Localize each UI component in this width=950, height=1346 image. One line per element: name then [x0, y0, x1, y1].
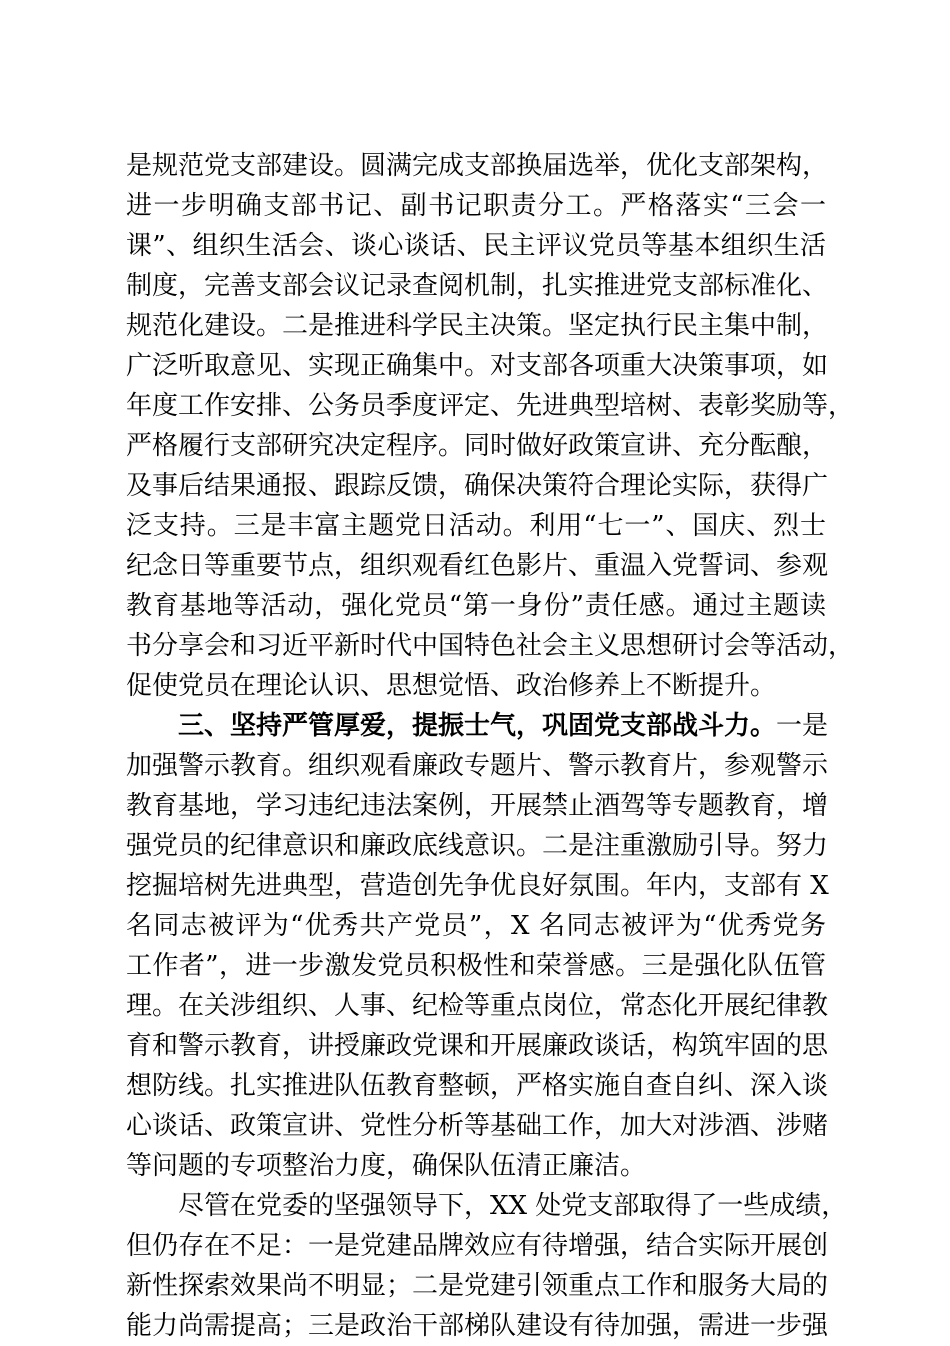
- paragraph-2: [126, 706, 829, 1186]
- text-line: 能力尚需提高；三是政治干部梯队建设有待加强，需进一步强: [126, 1311, 829, 1341]
- text-line: 名同志被评为“优秀共产党员”，X 名同志被评为“优秀党务: [126, 911, 826, 941]
- text-line: 书分享会和习近平新时代中国特色社会主义思想研讨会等活动，: [126, 631, 855, 661]
- text-line: 严格履行支部研究决定程序。同时做好政策宣讲、充分酝酿，: [126, 431, 829, 461]
- text-line: 及事后结果通报、跟踪反馈，确保决策符合理论实际，获得广: [126, 471, 829, 501]
- text-line: 纪念日等重要节点，组织观看红色影片、重温入党誓词、参观: [126, 551, 829, 581]
- paragraph-1: [126, 146, 855, 706]
- text-line: 理。在关涉组织、人事、纪检等重点岗位，常态化开展纪律教: [126, 991, 829, 1021]
- paragraph-2-first-line: [126, 706, 829, 746]
- text-line: 育和警示教育，讲授廉政党课和开展廉政谈话，构筑牢固的思: [126, 1031, 829, 1061]
- text-line: 泛支持。三是丰富主题党日活动。利用“七一”、国庆、烈士: [126, 511, 826, 541]
- text-line: 是规范党支部建设。圆满完成支部换届选举，优化支部架构，: [126, 151, 829, 181]
- text-line: 挖掘培树先进典型，营造创先争优良好氛围。年内，支部有 X: [126, 871, 829, 901]
- text-line: 制度，完善支部会议记录查阅机制，扎实推进党支部标准化、: [126, 271, 829, 301]
- text-line: 新性探索效果尚不明显；二是党建引领重点工作和服务大局的: [126, 1271, 829, 1301]
- text-line: 强党员的纪律意识和廉政底线意识。二是注重激励引导。努力: [126, 831, 829, 861]
- text-line: 规范化建设。二是推进科学民主决策。坚定执行民主集中制，: [126, 311, 829, 341]
- text-line: 心谈话、政策宣讲、党性分析等基础工作，加大对涉酒、涉赌: [126, 1111, 829, 1141]
- text-line: 教育基地，学习违纪违法案例，开展禁止酒驾等专题教育，增: [126, 791, 829, 821]
- text-line: 课”、组织生活会、谈心谈话、民主评议党员等基本组织生活: [126, 231, 826, 261]
- text-line: 尽管在党委的坚强领导下，XX 处党支部取得了一些成绩，: [178, 1191, 848, 1221]
- paragraph-3: [126, 1186, 848, 1346]
- text-line: 进一步明确支部书记、副书记职责分工。严格落实“三会一: [126, 191, 826, 221]
- text-line: 加强警示教育。组织观看廉政专题片、警示教育片，参观警示: [126, 751, 829, 781]
- text-line: 促使党员在理论认识、思想觉悟、政治修养上不断提升。: [126, 671, 777, 701]
- document-body: [126, 146, 855, 1346]
- text-line: 年度工作安排、公务员季度评定、先进典型培树、表彰奖励等，: [126, 391, 855, 421]
- text-line: 但仍存在不足：一是党建品牌效应有待增强，结合实际开展创: [126, 1231, 829, 1261]
- heading-trailing-text: 一是: [776, 711, 829, 741]
- text-line: 想防线。扎实推进队伍教育整顿，严格实施自查自纠、深入谈: [126, 1071, 829, 1101]
- section-heading: 三、坚持严管厚爱，提振士气，巩固党支部战斗力。: [178, 711, 777, 741]
- text-line: 广泛听取意见、实现正确集中。对支部各项重大决策事项，如: [126, 351, 829, 381]
- text-line: 教育基地等活动，强化党员“第一身份”责任感。通过主题读: [126, 591, 826, 621]
- text-line: 等问题的专项整治力度，确保队伍清正廉洁。: [126, 1151, 647, 1181]
- text-line: 工作者”，进一步激发党员积极性和荣誉感。三是强化队伍管: [126, 951, 826, 981]
